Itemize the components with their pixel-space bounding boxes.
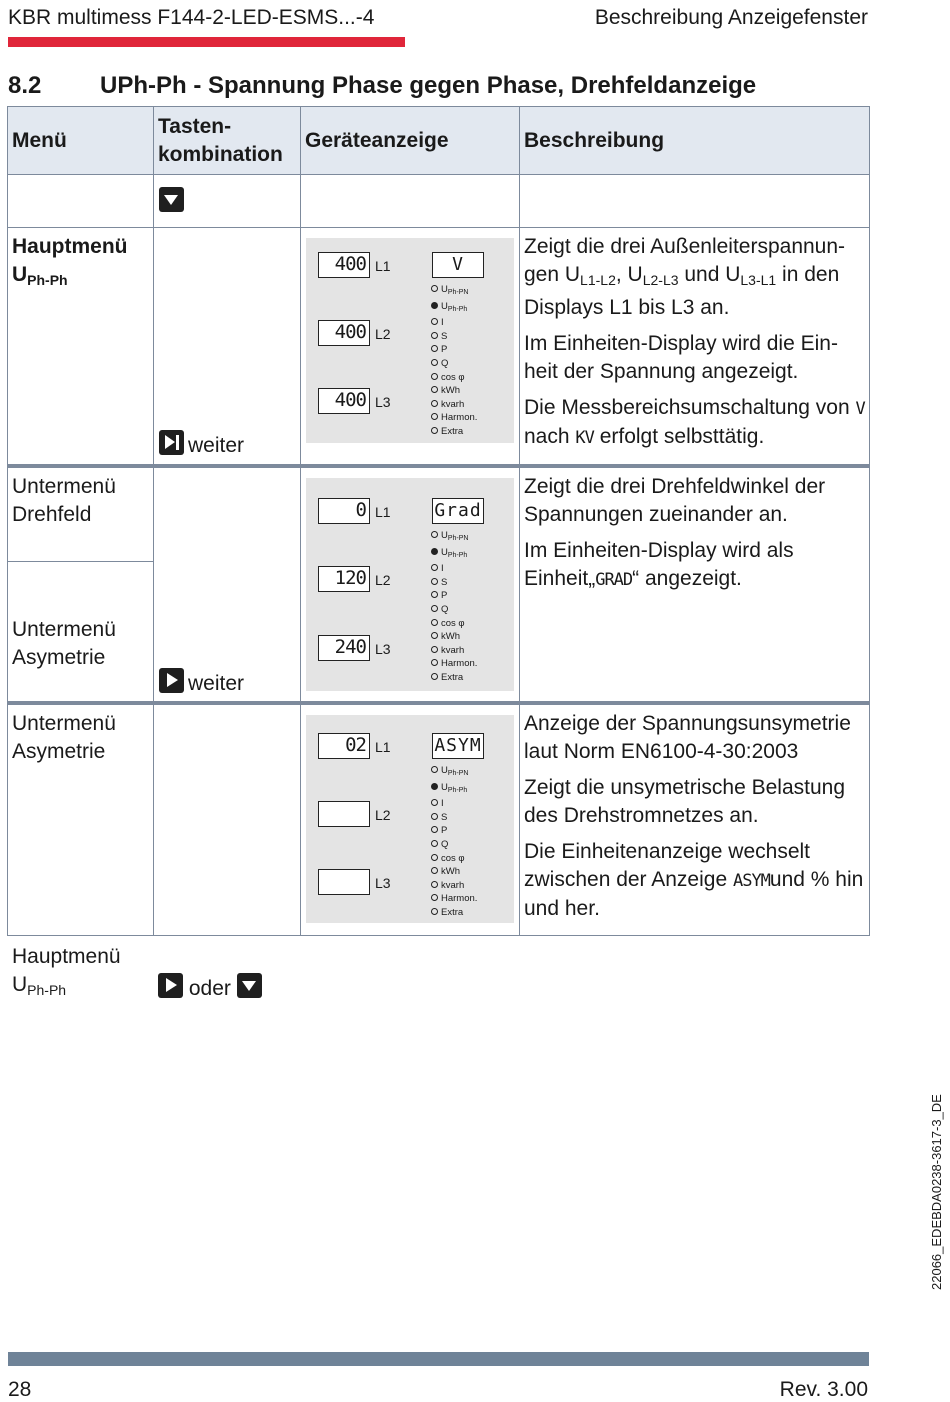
or-label: oder: [188, 977, 231, 1000]
section-heading: [8, 72, 756, 100]
lcd-label-l2: L2: [375, 326, 391, 342]
indicator-led-active: [431, 783, 438, 790]
header-keys: Tasten-kombination: [154, 107, 301, 175]
document-header-title: KBR multimess F144-2-LED-ESMS...-4: [8, 6, 375, 29]
header-accent-bar: [8, 37, 405, 47]
header-display: Geräteanzeige: [301, 107, 520, 175]
menu-voltage-symbol: U: [12, 263, 28, 286]
footer-key-combination: [158, 973, 262, 1001]
unit-display: Grad: [432, 498, 484, 524]
indicator-led: [431, 285, 438, 292]
lcd-label-l1: L1: [375, 258, 391, 274]
unit-display: ASYM: [432, 733, 484, 759]
lcd-l2: [318, 801, 370, 827]
down-key-icon[interactable]: [237, 973, 262, 998]
menu-label: Asymetrie: [12, 646, 106, 669]
description-main-menu: Zeigt die drei Außenleiterspannun-gen $U_{L1-L2}$, $U_{L2-L3}$ und $U_{L3-L1}$ in den Displays L1 bis L3 an. Im Einheiten-Display wird die Ein-heit der Spannung angezeigt. Die Messbereichsumschaltung von V nach KV erfolgt selbsttätig.: [524, 235, 865, 448]
lcd-label-l2: L2: [375, 572, 391, 588]
next-key-icon[interactable]: [159, 430, 184, 455]
footer-bar: [8, 1352, 869, 1366]
lcd-label-l1: L1: [375, 504, 391, 520]
lcd-label-l3: L3: [375, 875, 391, 891]
unit-display: V: [432, 252, 484, 278]
revision-label: Rev. 3.00: [779, 1378, 868, 1401]
unit-indicator-list: $U_{Ph-PN}$ $U_{Ph-Ph}$ I S P Q cos φ kWh kvarh Harmon. Extra: [431, 529, 477, 685]
table-header-row: [8, 107, 870, 175]
device-display: [306, 478, 514, 691]
lcd-l3: 400: [318, 388, 370, 414]
indicator-led-active: [431, 548, 438, 555]
menu-label: Untermenü: [12, 712, 116, 735]
section-title: UPh-Ph - Spannung Phase gegen Phase, Drehfeldanzeige: [100, 72, 757, 99]
menu-label: Asymetrie: [12, 740, 106, 763]
lcd-l1: 02: [318, 733, 370, 759]
lcd-label-l1: L1: [375, 739, 391, 755]
page-number: 28: [8, 1378, 32, 1401]
menu-label: Hauptmenü: [12, 235, 128, 258]
table-row: [8, 703, 870, 936]
device-display: [306, 715, 514, 923]
lcd-l3: 240: [318, 635, 370, 661]
lcd-label-l3: L3: [375, 641, 391, 657]
description-rotary-field: Zeigt die drei Drehfeldwinkel der Spannungen zueinander an. Im Einheiten-Display wird als Einheit„GRAD“ angezeigt.: [524, 475, 826, 590]
header-description: Beschreibung: [520, 107, 870, 175]
document-header-section: Beschreibung Anzeigefenster: [594, 6, 868, 29]
menu-label: Untermenü: [12, 618, 116, 641]
table-row: [8, 228, 870, 467]
lcd-label-l2: L2: [375, 807, 391, 823]
footer-menu-label: Hauptmenü $U_{Ph-Ph}$: [12, 945, 121, 998]
header-menu: Menü: [8, 107, 154, 175]
unit-indicator-list: $U_{Ph-PN}$ $U_{Ph-Ph}$ I S P Q cos φ kWh kvarh Harmon. Extra: [431, 283, 477, 439]
display-table: [7, 106, 870, 936]
right-key-icon[interactable]: [159, 668, 184, 693]
lcd-l1: 400: [318, 252, 370, 278]
table-row-key-start: [8, 175, 870, 228]
key-label: weiter: [188, 434, 245, 457]
lcd-l2: 120: [318, 566, 370, 592]
lcd-label-l3: L3: [375, 394, 391, 410]
lcd-l3: [318, 869, 370, 895]
down-key-icon[interactable]: [159, 187, 184, 212]
lcd-l2: 400: [318, 320, 370, 346]
lcd-l1: 0: [318, 498, 370, 524]
document-code: 22066_EDEBDA0238-3617-3_DE: [929, 1094, 944, 1290]
unit-indicator-list: $U_{Ph-PN}$ $U_{Ph-Ph}$ I S P Q cos φ kWh kvarh Harmon. Extra: [431, 764, 477, 920]
menu-label: Untermenü: [12, 475, 116, 498]
menu-voltage-subscript: Ph-Ph: [27, 272, 68, 288]
description-asymmetry: Anzeige der Spannungsunsymetrie laut Norm EN6100-4-30:2003 Zeigt die unsymetrische Belastung des Drehstromnetzes an. Die Einheitenanzeige wechselt zwischen der Anzeige ASYMund % hin und her.: [524, 712, 864, 920]
table-row: [8, 466, 870, 703]
right-key-icon[interactable]: [158, 973, 183, 998]
device-display: [306, 238, 514, 443]
key-label: weiter: [188, 672, 245, 695]
indicator-led-active: [431, 302, 438, 309]
section-number: 8.2: [8, 72, 42, 99]
menu-label: Drehfeld: [12, 503, 92, 526]
